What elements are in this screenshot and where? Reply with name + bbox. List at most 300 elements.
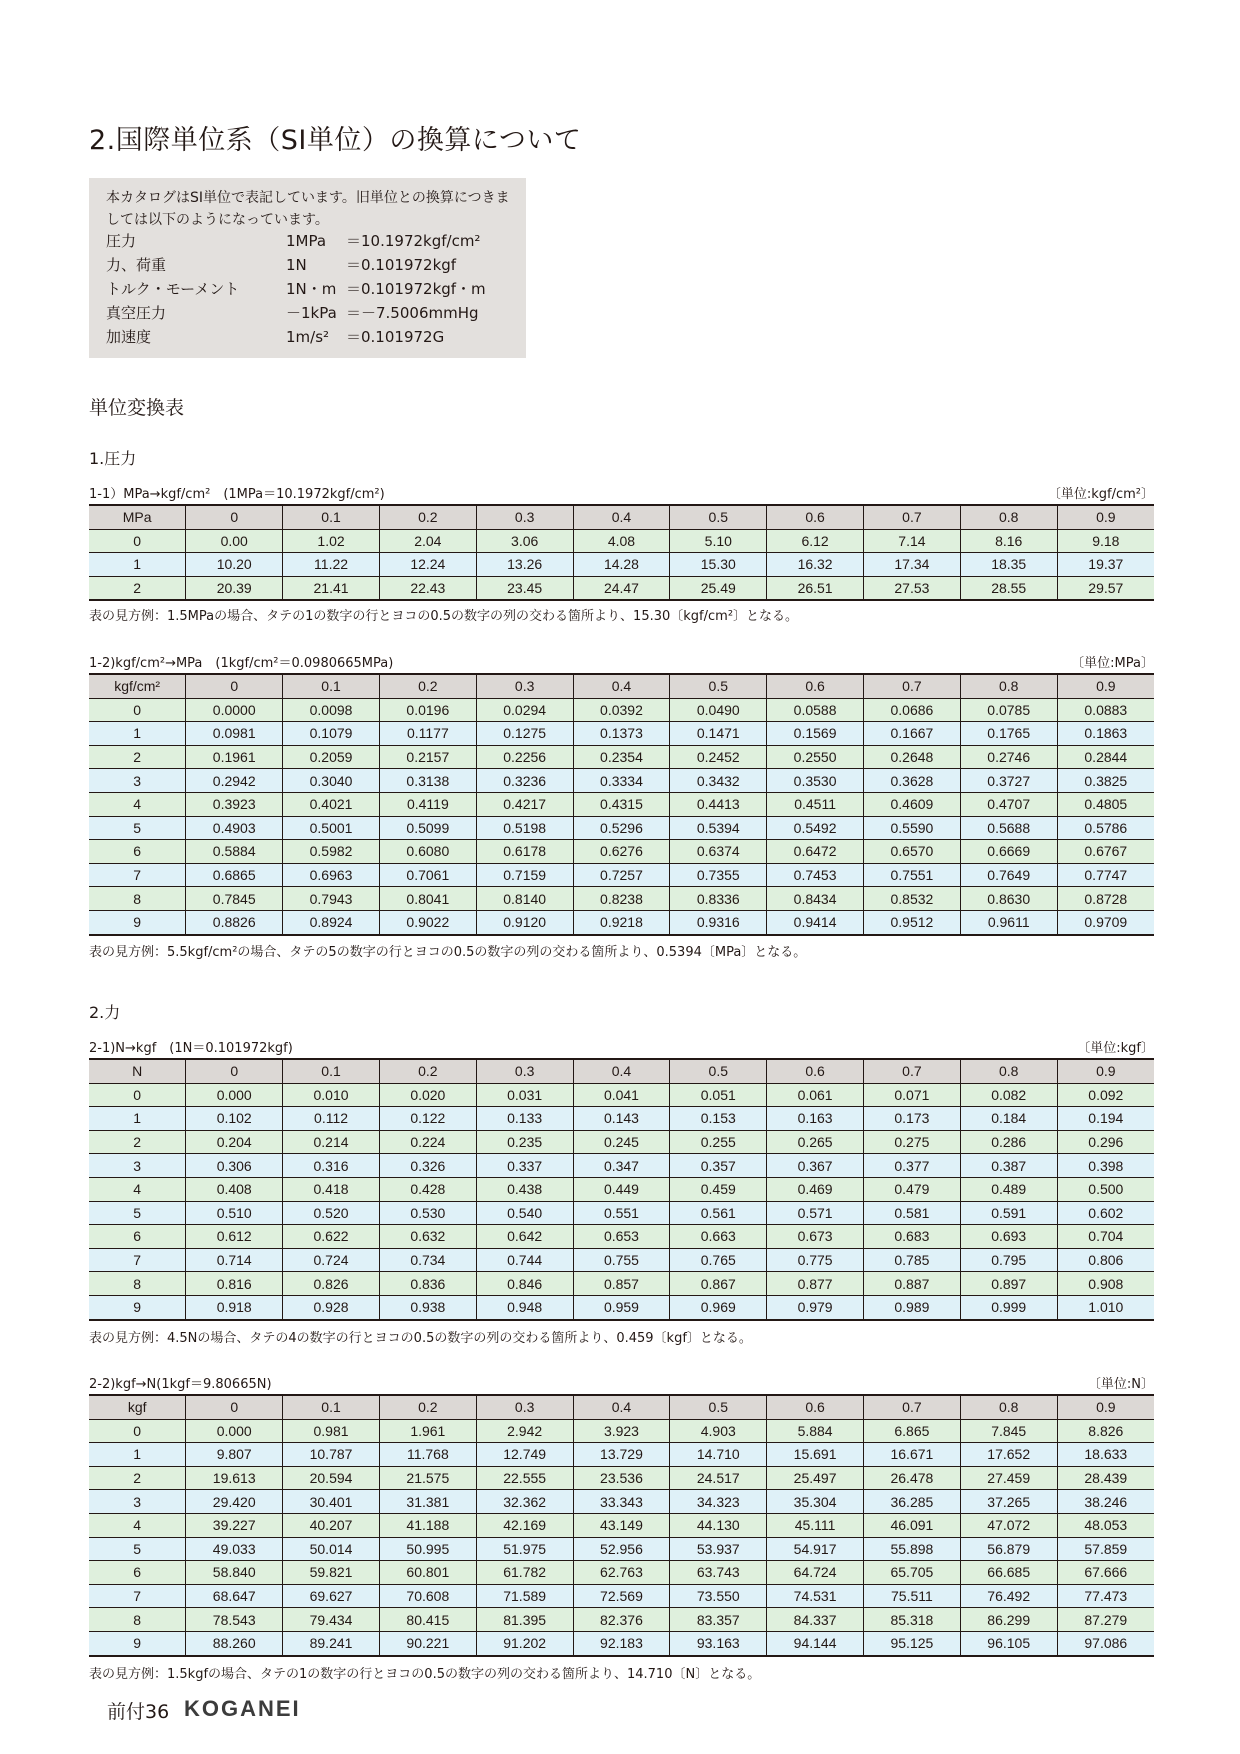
- value-cell: 19.37: [1057, 553, 1154, 577]
- value-cell: 0.000: [186, 1083, 283, 1107]
- table-row: [89, 1490, 1154, 1514]
- value-cell: 0.1863: [1057, 722, 1154, 746]
- value-cell: 0.5099: [379, 816, 476, 840]
- table-caption: 1-1）MPa→kgf/cm² (1MPa＝10.1972kgf/cm²): [89, 487, 385, 502]
- value-cell: 34.323: [670, 1490, 767, 1514]
- value-cell: 32.362: [476, 1490, 573, 1514]
- row-label-cell: 7: [89, 863, 186, 887]
- value-cell: 0.6963: [283, 863, 380, 887]
- table-row: [89, 910, 1154, 934]
- value-cell: 0.1373: [573, 722, 670, 746]
- table-row: [89, 1177, 1154, 1201]
- info-row-name: 力、荷重: [106, 256, 167, 274]
- value-cell: 0.9512: [864, 910, 961, 934]
- value-cell: 12.24: [379, 553, 476, 577]
- value-cell: 0.0294: [476, 698, 573, 722]
- info-row-value: ＝－7.5006mmHg: [346, 304, 479, 322]
- value-cell: 21.41: [283, 576, 380, 600]
- info-row-value: ＝0.101972kgf: [346, 256, 457, 274]
- header-cell: 0.9: [1057, 1395, 1154, 1419]
- value-cell: 0.7747: [1057, 863, 1154, 887]
- value-cell: 0.540: [476, 1201, 573, 1225]
- header-cell: 0.1: [283, 1395, 380, 1419]
- value-cell: 26.51: [767, 576, 864, 600]
- value-cell: 16.32: [767, 553, 864, 577]
- value-cell: 0.5884: [186, 840, 283, 864]
- value-cell: 30.401: [283, 1490, 380, 1514]
- value-cell: 4.903: [670, 1419, 767, 1443]
- value-cell: 0.224: [379, 1130, 476, 1154]
- value-cell: 0.245: [573, 1130, 670, 1154]
- si-conversion-info-box: [89, 178, 526, 358]
- row-label-cell: 9: [89, 1631, 186, 1655]
- row-label-cell: 6: [89, 1561, 186, 1585]
- value-cell: 76.492: [960, 1584, 1057, 1608]
- value-cell: 0.3727: [960, 769, 1057, 793]
- value-cell: 88.260: [186, 1631, 283, 1655]
- value-cell: 0.3236: [476, 769, 573, 793]
- value-cell: 0.337: [476, 1154, 573, 1178]
- table-row: [89, 1248, 1154, 1272]
- value-cell: 0.102: [186, 1107, 283, 1131]
- value-cell: 23.45: [476, 576, 573, 600]
- value-cell: 0.6767: [1057, 840, 1154, 864]
- header-unit-cell: MPa: [89, 505, 186, 529]
- table-row: [89, 1466, 1154, 1490]
- value-cell: 0.0981: [186, 722, 283, 746]
- value-cell: 17.652: [960, 1443, 1057, 1467]
- value-cell: 0.255: [670, 1130, 767, 1154]
- header-cell: 0.8: [960, 1395, 1057, 1419]
- value-cell: 0.2452: [670, 745, 767, 769]
- value-cell: 5.10: [670, 529, 767, 553]
- table-row: [89, 769, 1154, 793]
- value-cell: 0.8924: [283, 910, 380, 934]
- value-cell: 0.724: [283, 1248, 380, 1272]
- table-row: [89, 1272, 1154, 1296]
- info-row-force: [106, 254, 456, 277]
- value-cell: 58.840: [186, 1561, 283, 1585]
- value-cell: 0.326: [379, 1154, 476, 1178]
- value-cell: 0.1471: [670, 722, 767, 746]
- value-cell: 22.43: [379, 576, 476, 600]
- value-cell: 0.775: [767, 1248, 864, 1272]
- row-label-cell: 2: [89, 1130, 186, 1154]
- value-cell: 0.989: [864, 1295, 961, 1319]
- row-label-cell: 1: [89, 1443, 186, 1467]
- kgf-to-n-table: [89, 1394, 1154, 1657]
- value-cell: 91.202: [476, 1631, 573, 1655]
- value-cell: 74.531: [767, 1584, 864, 1608]
- row-label-cell: 0: [89, 529, 186, 553]
- value-cell: 94.144: [767, 1631, 864, 1655]
- value-cell: 0.591: [960, 1201, 1057, 1225]
- value-cell: 0.510: [186, 1201, 283, 1225]
- value-cell: 0.418: [283, 1177, 380, 1201]
- value-cell: 0.398: [1057, 1154, 1154, 1178]
- value-cell: 0.6178: [476, 840, 573, 864]
- value-cell: 2.942: [476, 1419, 573, 1443]
- value-cell: 66.685: [960, 1561, 1057, 1585]
- value-cell: 0.1177: [379, 722, 476, 746]
- value-cell: 0.663: [670, 1225, 767, 1249]
- value-cell: 0.2157: [379, 745, 476, 769]
- row-label-cell: 0: [89, 698, 186, 722]
- value-cell: 41.188: [379, 1513, 476, 1537]
- table-unit: 〔単位:N〕: [1087, 1377, 1154, 1392]
- header-cell: 0.7: [864, 674, 961, 698]
- header-cell: 0.2: [379, 1395, 476, 1419]
- table-header-row: [89, 674, 1154, 698]
- value-cell: 29.57: [1057, 576, 1154, 600]
- value-cell: 95.125: [864, 1631, 961, 1655]
- kgfcm2-to-mpa-table: [89, 673, 1154, 936]
- value-cell: 0.8532: [864, 887, 961, 911]
- value-cell: 0.408: [186, 1177, 283, 1201]
- value-cell: 62.763: [573, 1561, 670, 1585]
- value-cell: 42.169: [476, 1513, 573, 1537]
- value-cell: 0.133: [476, 1107, 573, 1131]
- value-cell: 87.279: [1057, 1608, 1154, 1632]
- value-cell: 0.2059: [283, 745, 380, 769]
- value-cell: 33.343: [573, 1490, 670, 1514]
- value-cell: 31.381: [379, 1490, 476, 1514]
- table-row: [89, 1419, 1154, 1443]
- value-cell: 0.8728: [1057, 887, 1154, 911]
- header-cell: 0.8: [960, 674, 1057, 698]
- value-cell: 92.183: [573, 1631, 670, 1655]
- value-cell: 0.4119: [379, 792, 476, 816]
- value-cell: 0.6472: [767, 840, 864, 864]
- value-cell: 0.4805: [1057, 792, 1154, 816]
- value-cell: 0.806: [1057, 1248, 1154, 1272]
- row-label-cell: 1: [89, 553, 186, 577]
- value-cell: 0.2550: [767, 745, 864, 769]
- value-cell: 63.743: [670, 1561, 767, 1585]
- header-cell: 0.7: [864, 505, 961, 529]
- row-label-cell: 2: [89, 1466, 186, 1490]
- value-cell: 59.821: [283, 1561, 380, 1585]
- value-cell: 1.010: [1057, 1295, 1154, 1319]
- value-cell: 0.8336: [670, 887, 767, 911]
- row-label-cell: 3: [89, 769, 186, 793]
- value-cell: 53.937: [670, 1537, 767, 1561]
- row-label-cell: 1: [89, 1107, 186, 1131]
- header-cell: 0.4: [573, 1395, 670, 1419]
- table-row: [89, 863, 1154, 887]
- value-cell: 0.184: [960, 1107, 1057, 1131]
- value-cell: 0.377: [864, 1154, 961, 1178]
- table-row: [89, 1107, 1154, 1131]
- header-cell: 0.1: [283, 674, 380, 698]
- value-cell: 43.149: [573, 1513, 670, 1537]
- header-unit-cell: kgf/cm²: [89, 674, 186, 698]
- header-cell: 0.6: [767, 674, 864, 698]
- value-cell: 0.2256: [476, 745, 573, 769]
- value-cell: 7.14: [864, 529, 961, 553]
- value-cell: 0.530: [379, 1201, 476, 1225]
- value-cell: 0.0000: [186, 698, 283, 722]
- header-cell: 0.4: [573, 674, 670, 698]
- value-cell: 0.3530: [767, 769, 864, 793]
- row-label-cell: 5: [89, 816, 186, 840]
- header-cell: 0.3: [476, 505, 573, 529]
- table-caption: 2-2)kgf→N(1kgf＝9.80665N): [89, 1377, 272, 1392]
- value-cell: 0.734: [379, 1248, 476, 1272]
- value-cell: 0.3923: [186, 792, 283, 816]
- value-cell: 0.438: [476, 1177, 573, 1201]
- row-label-cell: 5: [89, 1201, 186, 1225]
- value-cell: 0.5786: [1057, 816, 1154, 840]
- value-cell: 80.415: [379, 1608, 476, 1632]
- value-cell: 0.2942: [186, 769, 283, 793]
- value-cell: 0.785: [864, 1248, 961, 1272]
- info-row-unit: 1N: [286, 256, 307, 274]
- value-cell: 0.4903: [186, 816, 283, 840]
- header-cell: 0.1: [283, 505, 380, 529]
- header-cell: 0: [186, 674, 283, 698]
- value-cell: 44.130: [670, 1513, 767, 1537]
- value-cell: 0.765: [670, 1248, 767, 1272]
- value-cell: 0.857: [573, 1272, 670, 1296]
- value-cell: 0.897: [960, 1272, 1057, 1296]
- table-unit: 〔単位:kgf/cm²〕: [1047, 487, 1154, 502]
- header-cell: 0.9: [1057, 674, 1154, 698]
- value-cell: 0.479: [864, 1177, 961, 1201]
- value-cell: 0.071: [864, 1083, 961, 1107]
- n-to-kgf-table: [89, 1058, 1154, 1321]
- value-cell: 69.627: [283, 1584, 380, 1608]
- header-cell: 0.4: [573, 1059, 670, 1083]
- value-cell: 71.589: [476, 1584, 573, 1608]
- value-cell: 0.0098: [283, 698, 380, 722]
- value-cell: 93.163: [670, 1631, 767, 1655]
- info-intro: 本カタログはSI単位で表記しています。旧単位との換算につきましては以下のようになっています。: [106, 190, 510, 228]
- page-title: 2.国際単位系（SI単位）の換算について: [89, 125, 582, 156]
- info-row-name: トルク・モーメント: [106, 280, 240, 298]
- table-row: [89, 887, 1154, 911]
- value-cell: 0.9022: [379, 910, 476, 934]
- value-cell: 0.632: [379, 1225, 476, 1249]
- value-cell: 0.7649: [960, 863, 1057, 887]
- value-cell: 84.337: [767, 1608, 864, 1632]
- header-cell: 0.4: [573, 505, 670, 529]
- table-row: [89, 1537, 1154, 1561]
- info-row-name: 加速度: [106, 328, 152, 346]
- value-cell: 0.928: [283, 1295, 380, 1319]
- value-cell: 0.836: [379, 1272, 476, 1296]
- value-cell: 0.1275: [476, 722, 573, 746]
- value-cell: 1.02: [283, 529, 380, 553]
- value-cell: 18.35: [960, 553, 1057, 577]
- value-cell: 38.246: [1057, 1490, 1154, 1514]
- value-cell: 56.879: [960, 1537, 1057, 1561]
- value-cell: 12.749: [476, 1443, 573, 1467]
- value-cell: 0.489: [960, 1177, 1057, 1201]
- value-cell: 48.053: [1057, 1513, 1154, 1537]
- value-cell: 0.5982: [283, 840, 380, 864]
- value-cell: 65.705: [864, 1561, 961, 1585]
- value-cell: 0.9120: [476, 910, 573, 934]
- table-note: 表の見方例：4.5Nの場合、タテの4の数字の行とヨコの0.5の数字の列の交わる箇所より、0.459〔kgf〕となる。: [89, 1331, 752, 1346]
- value-cell: 0.8434: [767, 887, 864, 911]
- info-row-value: ＝0.101972kgf・m: [346, 280, 486, 298]
- value-cell: 0.795: [960, 1248, 1057, 1272]
- value-cell: 25.49: [670, 576, 767, 600]
- value-cell: 0.8238: [573, 887, 670, 911]
- value-cell: 83.357: [670, 1608, 767, 1632]
- value-cell: 0.622: [283, 1225, 380, 1249]
- value-cell: 40.207: [283, 1513, 380, 1537]
- table-row: [89, 745, 1154, 769]
- value-cell: 0.4315: [573, 792, 670, 816]
- value-cell: 19.613: [186, 1466, 283, 1490]
- value-cell: 0.9709: [1057, 910, 1154, 934]
- value-cell: 0.683: [864, 1225, 961, 1249]
- table-caption: 2-1)N→kgf (1N＝0.101972kgf): [89, 1041, 293, 1056]
- value-cell: 0.642: [476, 1225, 573, 1249]
- table-row: [89, 1443, 1154, 1467]
- value-cell: 24.47: [573, 576, 670, 600]
- value-cell: 0.4021: [283, 792, 380, 816]
- header-cell: 0.2: [379, 505, 476, 529]
- table-row: [89, 1608, 1154, 1632]
- header-cell: 0.7: [864, 1395, 961, 1419]
- value-cell: 14.710: [670, 1443, 767, 1467]
- value-cell: 0.612: [186, 1225, 283, 1249]
- value-cell: 0.469: [767, 1177, 864, 1201]
- value-cell: 2.04: [379, 529, 476, 553]
- value-cell: 10.20: [186, 553, 283, 577]
- value-cell: 49.033: [186, 1537, 283, 1561]
- header-cell: 0.7: [864, 1059, 961, 1083]
- force-heading: 2.力: [89, 1003, 121, 1022]
- header-cell: 0.5: [670, 674, 767, 698]
- value-cell: 0.082: [960, 1083, 1057, 1107]
- value-cell: 86.299: [960, 1608, 1057, 1632]
- value-cell: 37.265: [960, 1490, 1057, 1514]
- table-row: [89, 1631, 1154, 1655]
- value-cell: 0.0883: [1057, 698, 1154, 722]
- value-cell: 0.2648: [864, 745, 961, 769]
- value-cell: 0.4217: [476, 792, 573, 816]
- value-cell: 0.316: [283, 1154, 380, 1178]
- value-cell: 0.6374: [670, 840, 767, 864]
- value-cell: 51.975: [476, 1537, 573, 1561]
- value-cell: 0.000: [186, 1419, 283, 1443]
- value-cell: 0.7845: [186, 887, 283, 911]
- value-cell: 0.867: [670, 1272, 767, 1296]
- row-label-cell: 2: [89, 576, 186, 600]
- table-row: [89, 1154, 1154, 1178]
- value-cell: 0.347: [573, 1154, 670, 1178]
- table-row: [89, 576, 1154, 600]
- header-cell: 0: [186, 1059, 283, 1083]
- value-cell: 20.594: [283, 1466, 380, 1490]
- info-row-value: ＝10.1972kgf/cm²: [346, 232, 481, 250]
- table-header-row: [89, 1059, 1154, 1083]
- value-cell: 0.194: [1057, 1107, 1154, 1131]
- value-cell: 0.143: [573, 1107, 670, 1131]
- info-row-name: 真空圧力: [106, 304, 167, 322]
- value-cell: 0.296: [1057, 1130, 1154, 1154]
- header-cell: 0.6: [767, 1395, 864, 1419]
- value-cell: 61.782: [476, 1561, 573, 1585]
- value-cell: 96.105: [960, 1631, 1057, 1655]
- header-cell: 0.3: [476, 1395, 573, 1419]
- value-cell: 0.3040: [283, 769, 380, 793]
- info-row-value: ＝0.101972G: [346, 328, 445, 346]
- page-number: 前付36: [107, 1701, 170, 1723]
- info-row-name: 圧力: [106, 232, 137, 250]
- value-cell: 0.500: [1057, 1177, 1154, 1201]
- value-cell: 0.0785: [960, 698, 1057, 722]
- value-cell: 50.995: [379, 1537, 476, 1561]
- value-cell: 0.173: [864, 1107, 961, 1131]
- value-cell: 0.714: [186, 1248, 283, 1272]
- row-label-cell: 4: [89, 1513, 186, 1537]
- value-cell: 0.5590: [864, 816, 961, 840]
- value-cell: 11.768: [379, 1443, 476, 1467]
- value-cell: 0.061: [767, 1083, 864, 1107]
- value-cell: 0.031: [476, 1083, 573, 1107]
- value-cell: 0.5394: [670, 816, 767, 840]
- value-cell: 0.8630: [960, 887, 1057, 911]
- value-cell: 0.979: [767, 1295, 864, 1319]
- value-cell: 82.376: [573, 1608, 670, 1632]
- value-cell: 0.959: [573, 1295, 670, 1319]
- value-cell: 0.092: [1057, 1083, 1154, 1107]
- value-cell: 0.9611: [960, 910, 1057, 934]
- value-cell: 6.12: [767, 529, 864, 553]
- value-cell: 0.9414: [767, 910, 864, 934]
- value-cell: 0.1569: [767, 722, 864, 746]
- value-cell: 0.051: [670, 1083, 767, 1107]
- value-cell: 0.673: [767, 1225, 864, 1249]
- value-cell: 28.439: [1057, 1466, 1154, 1490]
- value-cell: 75.511: [864, 1584, 961, 1608]
- info-row-acceleration: [106, 326, 444, 349]
- header-cell: 0.8: [960, 505, 1057, 529]
- row-label-cell: 1: [89, 722, 186, 746]
- value-cell: 0.4609: [864, 792, 961, 816]
- value-cell: 0.1079: [283, 722, 380, 746]
- info-row-vacuum: [106, 302, 479, 325]
- value-cell: 0.8826: [186, 910, 283, 934]
- value-cell: 81.395: [476, 1608, 573, 1632]
- value-cell: 64.724: [767, 1561, 864, 1585]
- value-cell: 0.846: [476, 1272, 573, 1296]
- value-cell: 0.459: [670, 1177, 767, 1201]
- header-unit-cell: kgf: [89, 1395, 186, 1419]
- value-cell: 72.569: [573, 1584, 670, 1608]
- value-cell: 0.6080: [379, 840, 476, 864]
- section-title: 単位変換表: [89, 397, 185, 419]
- header-cell: 0.6: [767, 1059, 864, 1083]
- value-cell: 13.729: [573, 1443, 670, 1467]
- value-cell: 0.7159: [476, 863, 573, 887]
- value-cell: 77.473: [1057, 1584, 1154, 1608]
- value-cell: 0.0588: [767, 698, 864, 722]
- value-cell: 85.318: [864, 1608, 961, 1632]
- header-cell: 0: [186, 505, 283, 529]
- header-cell: 0.3: [476, 674, 573, 698]
- header-cell: 0.8: [960, 1059, 1057, 1083]
- value-cell: 0.235: [476, 1130, 573, 1154]
- value-cell: 9.807: [186, 1443, 283, 1467]
- value-cell: 6.865: [864, 1419, 961, 1443]
- value-cell: 0.286: [960, 1130, 1057, 1154]
